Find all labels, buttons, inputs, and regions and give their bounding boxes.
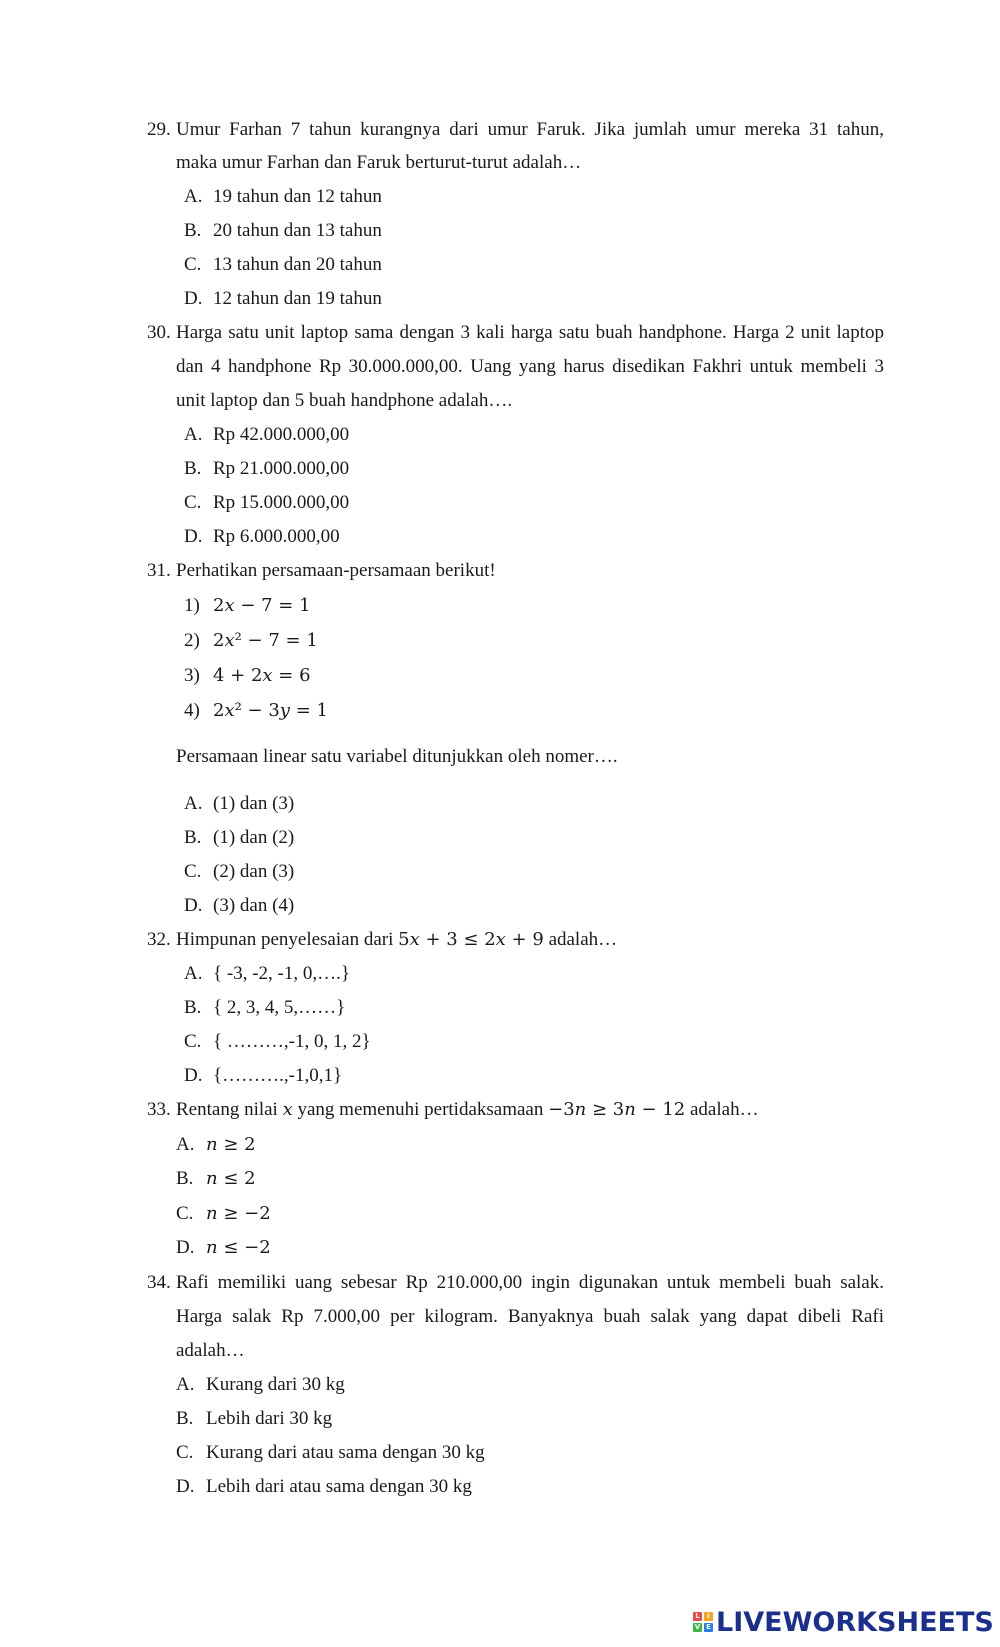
question-number: 29. <box>147 119 171 140</box>
liveworksheets-logo[interactable] <box>693 1607 994 1637</box>
logo-icon <box>693 1612 713 1632</box>
logo-text: LIVEWORKSHEETS <box>716 1606 994 1638</box>
question-text: Rafi memiliki uang sebesar Rp 210.000,00 ingin digunakan untuk membeli buah salak. <box>176 1272 884 1293</box>
logo-tile: E <box>704 1623 713 1632</box>
variable: 𝑥 <box>282 1099 293 1120</box>
worksheet-page: 29. Umur Farhan 7 tahun kurangnya dari umur Faruk. Jika jumlah umur mereka 31 tahun, maka umur Farhan dan Faruk berturut-turut adalah… A. 19 tahun dan 12 tahun B. 20 tahun dan 13 tahun C. 13 tahun dan 20 tahun D. 12 tahun dan 19 tahun 30. Harga satu unit laptop sama dengan 3 kali harga satu buah handphone. Harga 2 unit laptop dan 4 handphone Rp 30.000.000,00. Uang yang harus disedikan Fakhri untuk membeli 3 unit laptop dan 5 buah handphone adalah…. A. Rp 42.000.000,00 B. Rp 21.000.000,00 C. Rp 15.000.000,00 D. Rp 6.000.000,00 31. Perhatikan persamaan-persamaan berikut! 1) 2𝑥 − 7 = 1 2) 2𝑥² − 7 = 1 3) 4 + 2𝑥 = 6 4) 2𝑥² − 3𝑦 = 1 Persamaan linear satu variabel ditunjukkan oleh nomer…. A. (1) dan (3) B. (1) dan (2) C. (2) dan (3) D. (3) dan (4) 32. Himpunan penyelesaian dari 5𝑥 + 3 ≤ 2𝑥 + 9 adalah… A. { -3, -2, -1, 0,….} B. { 2, 3, 4, 5,……} C. { ………,-1, 0, 1, 2} D. {……….,-1,0,1} 33. Rentang nilai 𝑥 yang memenuhi pertidaksamaan −3𝑛 ≥ 3𝑛 − 12 adalah… A. 𝑛 ≥ 2 B. 𝑛 ≤ 2 C. 𝑛 ≥ −2 D. 𝑛 ≤ −2 34. Rafi memiliki uang sebesar Rp 210.000,00 ingin digunakan untuk membeli buah salak. Harga salak Rp 7.000,00 per kilogram. Banyaknya buah salak yang dapat dibeli Rafi adalah… A. Kurang dari 30 kg B. Lebih dari 30 kg C. Kurang dari atau sama dengan 30 kg D. Lebih dari atau sama dengan 30 kg L i V E LIVEWORKSHEETS <box>147 119 994 1638</box>
question-number: 34. <box>147 1272 171 1293</box>
inequality: −3𝑛 ≥ 3𝑛 − 12 <box>548 1099 686 1120</box>
question-text: Himpunan penyelesaian dari 5𝑥 + 3 ≤ 2𝑥 + 9 adalah… <box>176 929 618 950</box>
question-text: maka umur Farhan dan Faruk berturut-turut adalah… <box>176 152 582 173</box>
logo-tile: i <box>704 1612 713 1621</box>
question-text: Umur Farhan 7 tahun kurangnya dari umur Faruk. Jika jumlah umur mereka 31 tahun, <box>176 119 884 140</box>
question-text: Rentang nilai 𝑥 yang memenuhi pertidaksamaan −3𝑛 ≥ 3𝑛 − 12 adalah… <box>176 1099 759 1120</box>
logo-tile: V <box>694 1623 701 1631</box>
question-text: unit laptop dan 5 buah handphone adalah…. <box>176 390 513 411</box>
question-text: Perhatikan persamaan-persamaan berikut! <box>176 560 496 581</box>
question-prompt: Persamaan linear satu variabel ditunjukkan oleh nomer…. <box>176 746 618 767</box>
question-number: 33. <box>147 1099 171 1120</box>
question-number: 31. <box>147 560 171 581</box>
inequality: 5𝑥 + 3 ≤ 2𝑥 + 9 <box>398 929 544 950</box>
logo-tile: L <box>693 1612 702 1621</box>
question-text: Harga salak Rp 7.000,00 per kilogram. Banyaknya buah salak yang dapat dibeli Rafi <box>176 1306 884 1327</box>
question-number: 30. <box>147 322 171 343</box>
question-text: dan 4 handphone Rp 30.000.000,00. Uang yang harus disedikan Fakhri untuk membeli 3 <box>176 356 884 377</box>
question-text: adalah… <box>176 1340 245 1361</box>
question-number: 32. <box>147 929 171 950</box>
question-text: Harga satu unit laptop sama dengan 3 kali harga satu buah handphone. Harga 2 unit laptop <box>176 322 884 343</box>
